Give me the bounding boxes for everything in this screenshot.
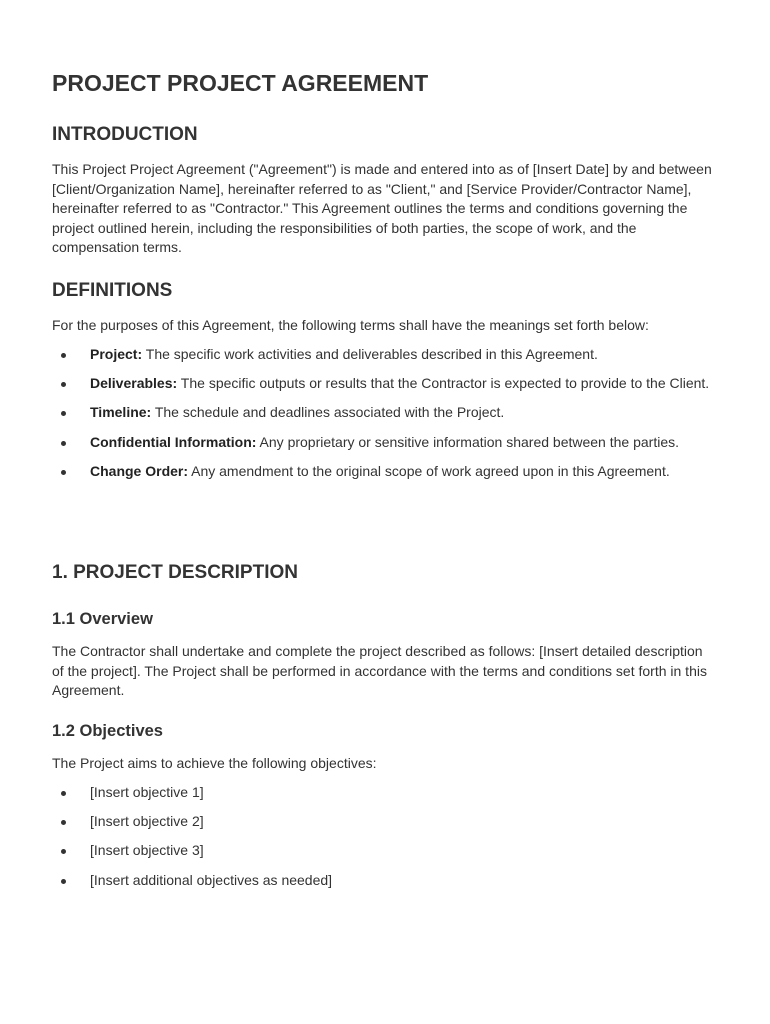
document-title: PROJECT PROJECT AGREEMENT bbox=[52, 70, 429, 96]
bullet-icon bbox=[61, 791, 66, 796]
bullet-icon bbox=[61, 411, 66, 416]
definition-item bbox=[52, 403, 712, 423]
definition-item bbox=[52, 374, 712, 394]
objective-item bbox=[52, 783, 712, 803]
definition-term: Deliverables: bbox=[90, 375, 178, 392]
bullet-icon bbox=[61, 382, 66, 387]
introduction-heading: INTRODUCTION bbox=[52, 124, 198, 145]
objective-text: [Insert objective 1] bbox=[90, 784, 204, 800]
definitions-list bbox=[52, 345, 712, 491]
definition-item bbox=[52, 433, 712, 453]
definitions-heading: DEFINITIONS bbox=[52, 280, 173, 301]
definition-text: The specific work activities and deliverables described in this Agreement. bbox=[142, 346, 598, 362]
definition-text: Any proprietary or sensitive information shared between the parties. bbox=[256, 433, 679, 450]
bullet-icon bbox=[61, 879, 66, 884]
definition-item bbox=[52, 345, 712, 365]
definition-term: Project: bbox=[90, 346, 143, 362]
bullet-icon bbox=[61, 820, 66, 825]
overview-heading: 1.1 Overview bbox=[52, 610, 153, 628]
overview-paragraph: The Contractor shall undertake and complete the project described as follows: [Insert detailed description of the project]. The Project shall be performed in accordance with the terms and conditions set forth in this Agreement. bbox=[52, 643, 707, 699]
definition-text: The specific outputs or results that the Contractor is expected to provide to the Client. bbox=[177, 375, 710, 392]
definition-text: Any amendment to the original scope of work agreed upon in this Agreement. bbox=[188, 462, 670, 479]
definition-term: Timeline: bbox=[90, 404, 152, 421]
objectives-heading: 1.2 Objectives bbox=[52, 722, 163, 740]
definition-term: Change Order: bbox=[90, 462, 189, 479]
definition-term: Confidential Information: bbox=[90, 433, 257, 450]
bullet-icon bbox=[61, 470, 66, 475]
bullet-icon bbox=[61, 441, 66, 446]
objective-text: [Insert additional objectives as needed] bbox=[90, 871, 333, 888]
project-description-heading: 1. PROJECT DESCRIPTION bbox=[52, 562, 298, 583]
objective-text: [Insert objective 2] bbox=[90, 813, 204, 830]
objective-item bbox=[52, 871, 712, 891]
definition-item bbox=[52, 462, 712, 482]
objective-item bbox=[52, 841, 712, 861]
bullet-icon bbox=[61, 849, 66, 854]
objective-item bbox=[52, 812, 712, 832]
definitions-intro: For the purposes of this Agreement, the following terms shall have the meanings set forth below: bbox=[52, 317, 649, 333]
objectives-intro: The Project aims to achieve the following objectives: bbox=[52, 755, 377, 771]
objective-text: [Insert objective 3] bbox=[90, 842, 204, 859]
objectives-list bbox=[52, 783, 712, 900]
introduction-paragraph: This Project Project Agreement ("Agreement") is made and entered into as of [Insert Date] by and between [Client/Organization Name], hereinafter referred to as "Client," and [Service Provider/Contractor Name], hereinafter referred to as "Contractor." This Agreement outlines the terms and conditions governing the project outlined herein, including the responsibilities of both parties, the scope of work, and the compensation terms. bbox=[52, 161, 712, 256]
bullet-icon bbox=[61, 353, 66, 358]
definition-text: The schedule and deadlines associated with the Project. bbox=[151, 404, 505, 421]
